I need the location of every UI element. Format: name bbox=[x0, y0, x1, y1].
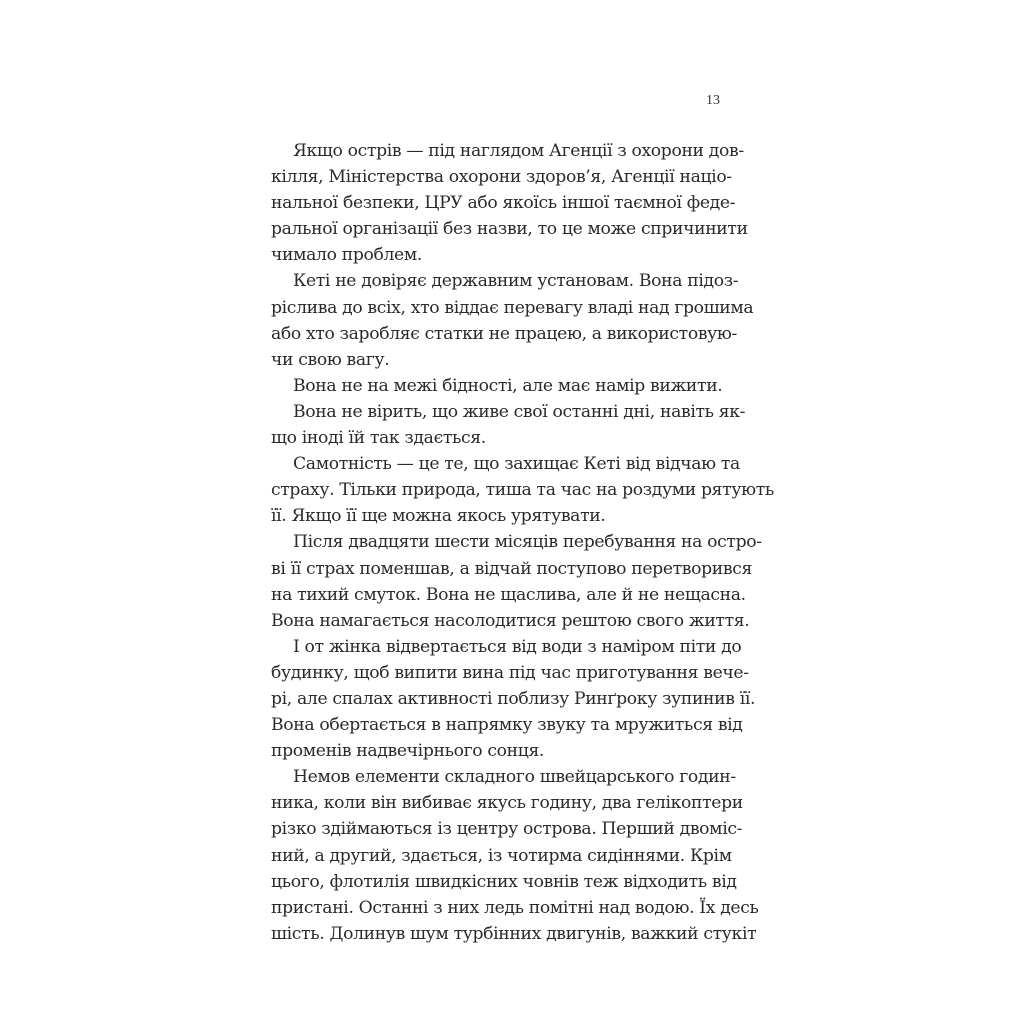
text-line: Вона не на межі бідності, але має намір вижити. bbox=[293, 375, 723, 396]
text-line: Після двадцяти шести місяців перебування на остро- bbox=[293, 532, 762, 553]
text-line: Кеті не довіряє державним установам. Вона підоз- bbox=[293, 271, 739, 292]
text-line: нальної безпеки, ЦРУ або якоїсь іншої таємної феде- bbox=[271, 193, 736, 214]
text-line: її. Якщо її ще можна якось урятувати. bbox=[271, 506, 606, 527]
text-line: страху. Тільки природа, тиша та час на роздуми рятують bbox=[271, 480, 774, 501]
text-line: Вона не вірить, що живе свої останні дні, навіть як- bbox=[293, 401, 746, 422]
paragraph bbox=[271, 451, 774, 529]
text-line: ві її страх поменшав, а відчай поступово перетворився bbox=[271, 558, 752, 579]
text-line: променів надвечірнього сонця. bbox=[271, 741, 545, 762]
text-line: чимало проблем. bbox=[271, 245, 422, 266]
paragraph bbox=[271, 634, 756, 764]
paragraph bbox=[271, 138, 748, 268]
paragraph bbox=[271, 268, 754, 372]
text-line: чи свою вагу. bbox=[271, 349, 390, 370]
paragraph bbox=[271, 399, 746, 451]
paragraph bbox=[271, 529, 762, 633]
text-line: ника, коли він вибиває якусь годину, два гелікоптери bbox=[271, 793, 743, 814]
text-line: Самотність — це те, що захищає Кеті від відчаю та bbox=[293, 454, 740, 475]
body-text bbox=[271, 138, 774, 947]
text-line: рі, але спалах активності поблизу Ринґроку зупинив її. bbox=[271, 688, 756, 709]
text-line: або хто заробляє статки не працею, а використовую- bbox=[271, 323, 737, 344]
text-line: Немов елементи складного швейцарського годин- bbox=[293, 767, 736, 788]
text-line: цього, флотилія швидкісних човнів теж відходить від bbox=[271, 871, 737, 892]
text-line: Якщо острів — під наглядом Агенції з охорони дов- bbox=[293, 141, 744, 161]
text-line: шість. Долинув шум турбінних двигунів, важкий стукіт bbox=[271, 923, 757, 944]
text-line: різко здіймаються із центру острова. Перший двоміс- bbox=[271, 819, 743, 840]
page-number: 13 bbox=[706, 93, 720, 108]
text-line: Вона обертається в напрямку звуку та мружиться від bbox=[271, 715, 743, 736]
paragraph bbox=[271, 373, 721, 399]
text-line: І от жінка відвертається від води з наміром піти до bbox=[293, 636, 742, 657]
text-line: ральної організації без назви, то це може спричинити bbox=[271, 219, 748, 240]
text-line: Вона намагається насолодитися рештою свого життя. bbox=[271, 610, 750, 631]
text-line: що іноді їй так здається. bbox=[271, 428, 486, 449]
paragraph bbox=[271, 764, 759, 947]
text-line: на тихий смуток. Вона не щаслива, але й не нещасна. bbox=[271, 584, 746, 605]
text-line: будинку, щоб випити вина під час приготування вече- bbox=[271, 662, 749, 683]
text-line: кілля, Міністерства охорони здоров’я, Агенції націо- bbox=[271, 167, 732, 188]
text-line: ріслива до всіх, хто віддає перевагу владі над грошима bbox=[271, 297, 754, 318]
text-line: ний, а другий, здається, із чотирма сидіннями. Крім bbox=[271, 845, 732, 866]
text-line: пристані. Останні з них ледь помітні над водою. Їх десь bbox=[271, 897, 759, 918]
